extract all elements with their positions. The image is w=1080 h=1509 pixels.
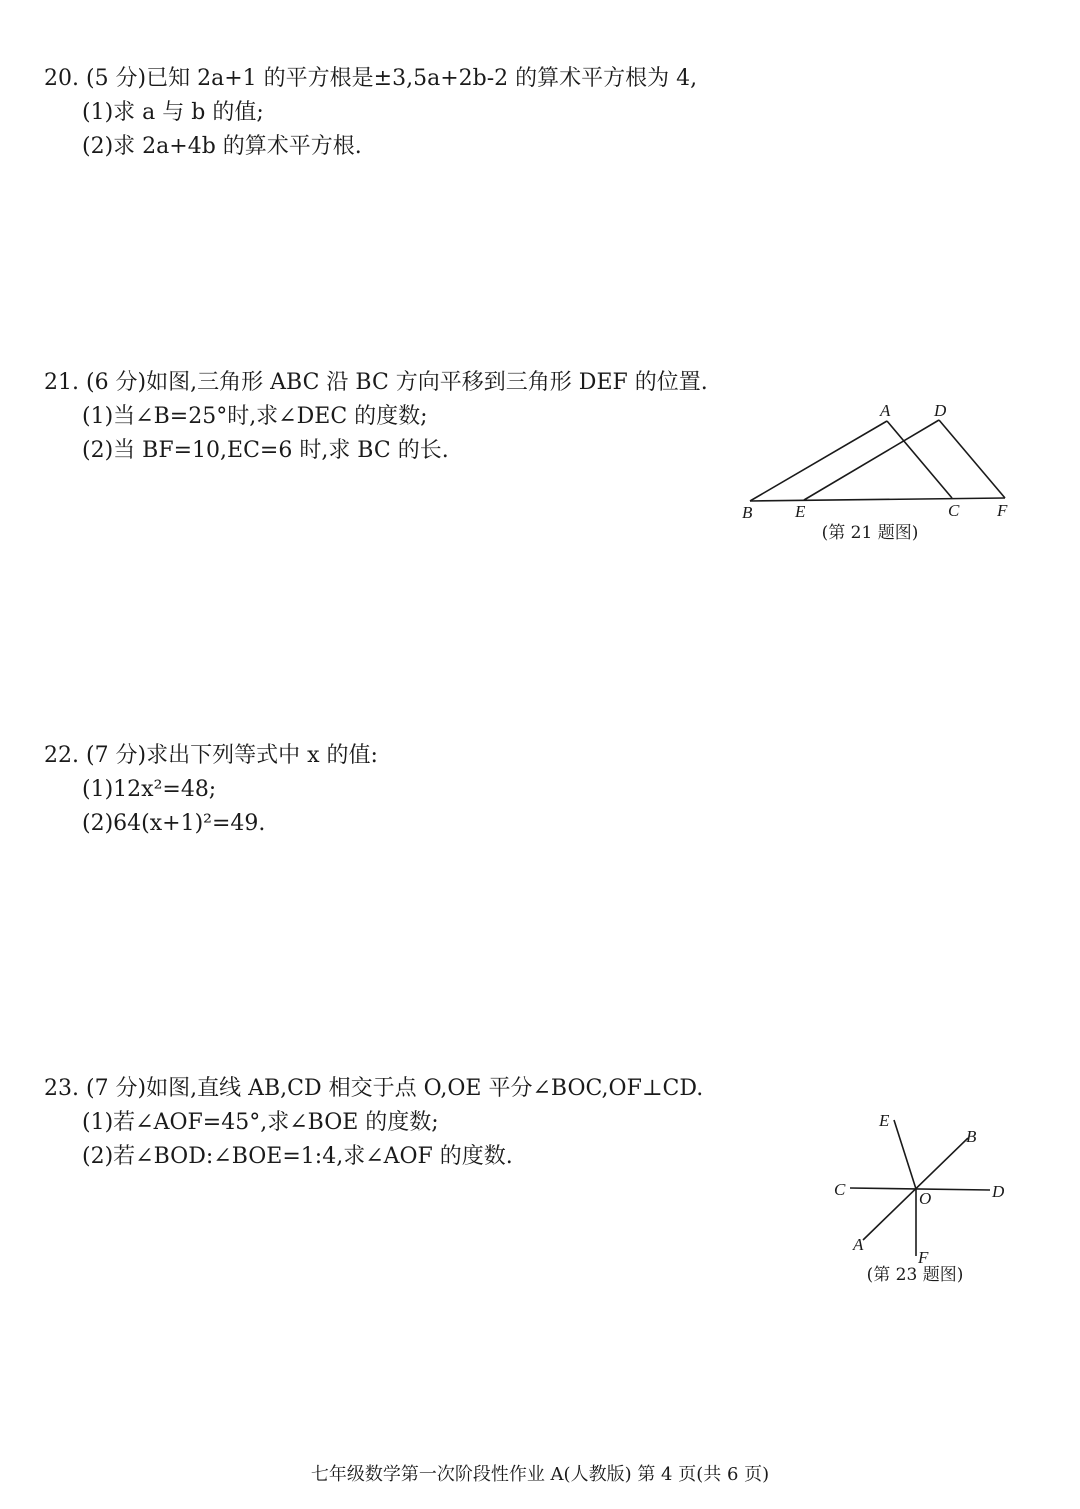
segment-BF [750,498,1005,501]
question-21-part-2: (2)当 BF=10,EC=6 时,求 BC 的长. [82,438,449,463]
page-footer: 七年级数学第一次阶段性作业 A(人教版) 第 4 页(共 6 页) [310,1464,770,1485]
label-A: A [853,1235,864,1254]
label-F: F [918,1248,929,1264]
segment-DF [939,420,1005,498]
figure-21-diagram [730,398,1030,522]
question-21 [44,366,744,468]
segment-DE [804,420,939,500]
question-22 [44,739,744,841]
label-O: O [919,1189,932,1208]
label-B: B [966,1127,977,1146]
question-22-part-1: (1)12x²=48; [82,777,217,802]
segment-AB [750,421,887,501]
label-E: E [879,1111,890,1130]
label-D: D [992,1182,1005,1201]
question-22-part-2: (2)64(x+1)²=49. [82,811,266,836]
question-23-part-1: (1)若∠AOF=45°,求∠BOE 的度数; [82,1110,439,1135]
figure-23-diagram [825,1100,1025,1264]
figure-23 [825,1100,1025,1286]
question-21-part-1: (1)当∠B=25°时,求∠DEC 的度数; [82,404,428,429]
label-B: B [742,503,753,522]
label-C: C [834,1180,846,1199]
label-A: A [880,401,891,420]
label-E: E [795,502,806,521]
segment-AC [887,421,952,498]
label-C: C [948,501,960,520]
question-23-part-2: (2)若∠BOD:∠BOE=1:4,求∠AOF 的度数. [82,1144,513,1169]
question-20-part-1: (1)求 a 与 b 的值; [82,100,264,125]
question-20-part-2: (2)求 2a+4b 的算术平方根. [82,134,362,159]
question-22-stem: 22. (7 分)求出下列等式中 x 的值: [44,743,378,768]
ray-OE [894,1120,916,1189]
question-20 [44,62,744,164]
figure-21 [730,398,1030,544]
question-21-stem: 21. (6 分)如图,三角形 ABC 沿 BC 方向平移到三角形 DEF 的位置. [44,370,708,395]
figure-21-caption: (第 21 题图) [821,523,919,543]
question-20-stem: 20. (5 分)已知 2a+1 的平方根是±3,5a+2b-2 的算术平方根为 4, [44,66,698,91]
question-23-stem: 23. (7 分)如图,直线 AB,CD 相交于点 O,OE 平分∠BOC,OF⊥CD. [44,1076,704,1101]
figure-23-caption: (第 23 题图) [866,1265,964,1285]
question-23 [44,1072,744,1174]
label-D: D [934,401,947,420]
label-F: F [997,501,1008,520]
